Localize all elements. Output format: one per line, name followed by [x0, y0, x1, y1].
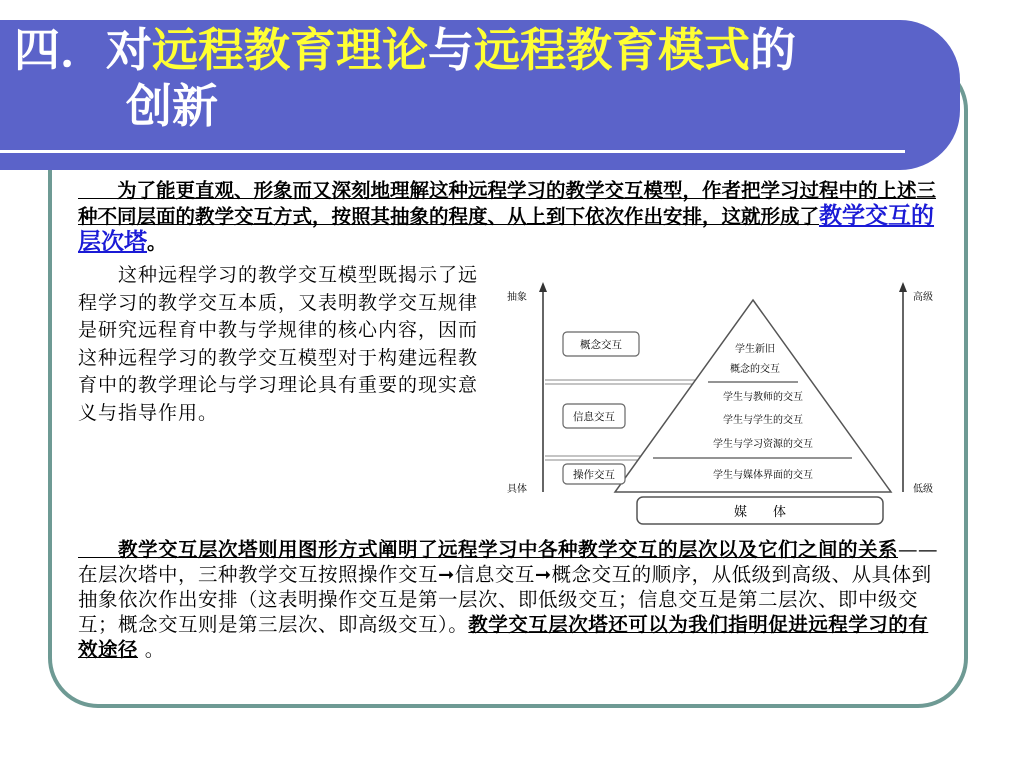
right-axis-arrow: [899, 282, 907, 292]
middle-tier-line1: 学生与教师的交互: [723, 392, 803, 403]
left-axis-arrow: [539, 282, 547, 292]
info-level-label: 信息交互: [573, 411, 615, 423]
media-base-label: 媒 体: [733, 505, 787, 520]
model-paragraph: 这种远程学习的教学交互模型既揭示了远程学习的教学交互本质，又表明教学交互规律是研究远程育中教与学规律的核心内容，因而这种远程学习的教学交互模型对于构建远程教育中的教学理论与学习理论具有重要的现实意义与指导作用。: [78, 264, 479, 424]
intro-text: 为了能更直观、形象而又深刻地理解这种远程学习的教学交互模型，作者把学习过程中的上述三种不同层面的教学交互方式，按照其抽象的程度、从上到下依次作出安排，这就形成了: [78, 179, 937, 228]
title-line2: 创新: [126, 79, 218, 133]
top-tier-line2: 概念的交互: [730, 364, 780, 375]
summary-closing: 教学交互层次塔还可以为我们指明促进远程学习的有效途径: [78, 613, 929, 661]
right-axis-top-label: 高级: [913, 292, 933, 303]
summary-dash: ——: [898, 538, 939, 561]
interaction-hierarchy-diagram: [505, 280, 945, 530]
operation-level-label: 操作交互: [573, 469, 615, 481]
title-highlight-theory: 远程教育理论: [152, 23, 428, 77]
middle-tier-line3: 学生与学习资源的交互: [713, 439, 813, 450]
title-highlight-mode: 远程教育模式: [474, 23, 750, 77]
title-prefix: 四．对: [14, 23, 152, 77]
summary-end: 。: [138, 638, 165, 661]
summary-paragraph: [78, 537, 944, 662]
left-axis-top-label: 抽象: [507, 292, 527, 303]
middle-tier-line2: 学生与学生的交互: [723, 415, 803, 426]
summary-body: 在层次塔中，三种教学交互按照操作交互➞信息交互➞概念交互的顺序，从低级到高级、从具体到抽象依次作出安排（这表明操作交互是第一层次、即低级交互；信息交互是第二层次、即中级交互；概念交互则是第三层次、即高级交互）。: [78, 563, 932, 636]
intro-paragraph: [78, 178, 944, 255]
title-underline: [0, 150, 905, 153]
title-mid: 与: [428, 23, 474, 77]
left-axis-bottom-label: 具体: [507, 484, 527, 495]
hierarchy-tower-link[interactable]: 教学交互的层次塔: [78, 202, 935, 255]
summary-bold-text: 教学交互层次塔则用图形方式阐明了远程学习中各种教学交互的层次以及它们之间的关系: [78, 538, 899, 561]
right-axis-bottom-label: 低级: [913, 484, 933, 495]
title-suffix: 的: [750, 23, 796, 77]
concept-level-label: 概念交互: [580, 339, 622, 351]
top-tier-line1: 学生新旧: [735, 344, 775, 355]
bottom-tier-label: 学生与媒体界面的交互: [713, 470, 813, 481]
intro-end: 。: [147, 231, 167, 254]
slide-title: [14, 22, 944, 134]
